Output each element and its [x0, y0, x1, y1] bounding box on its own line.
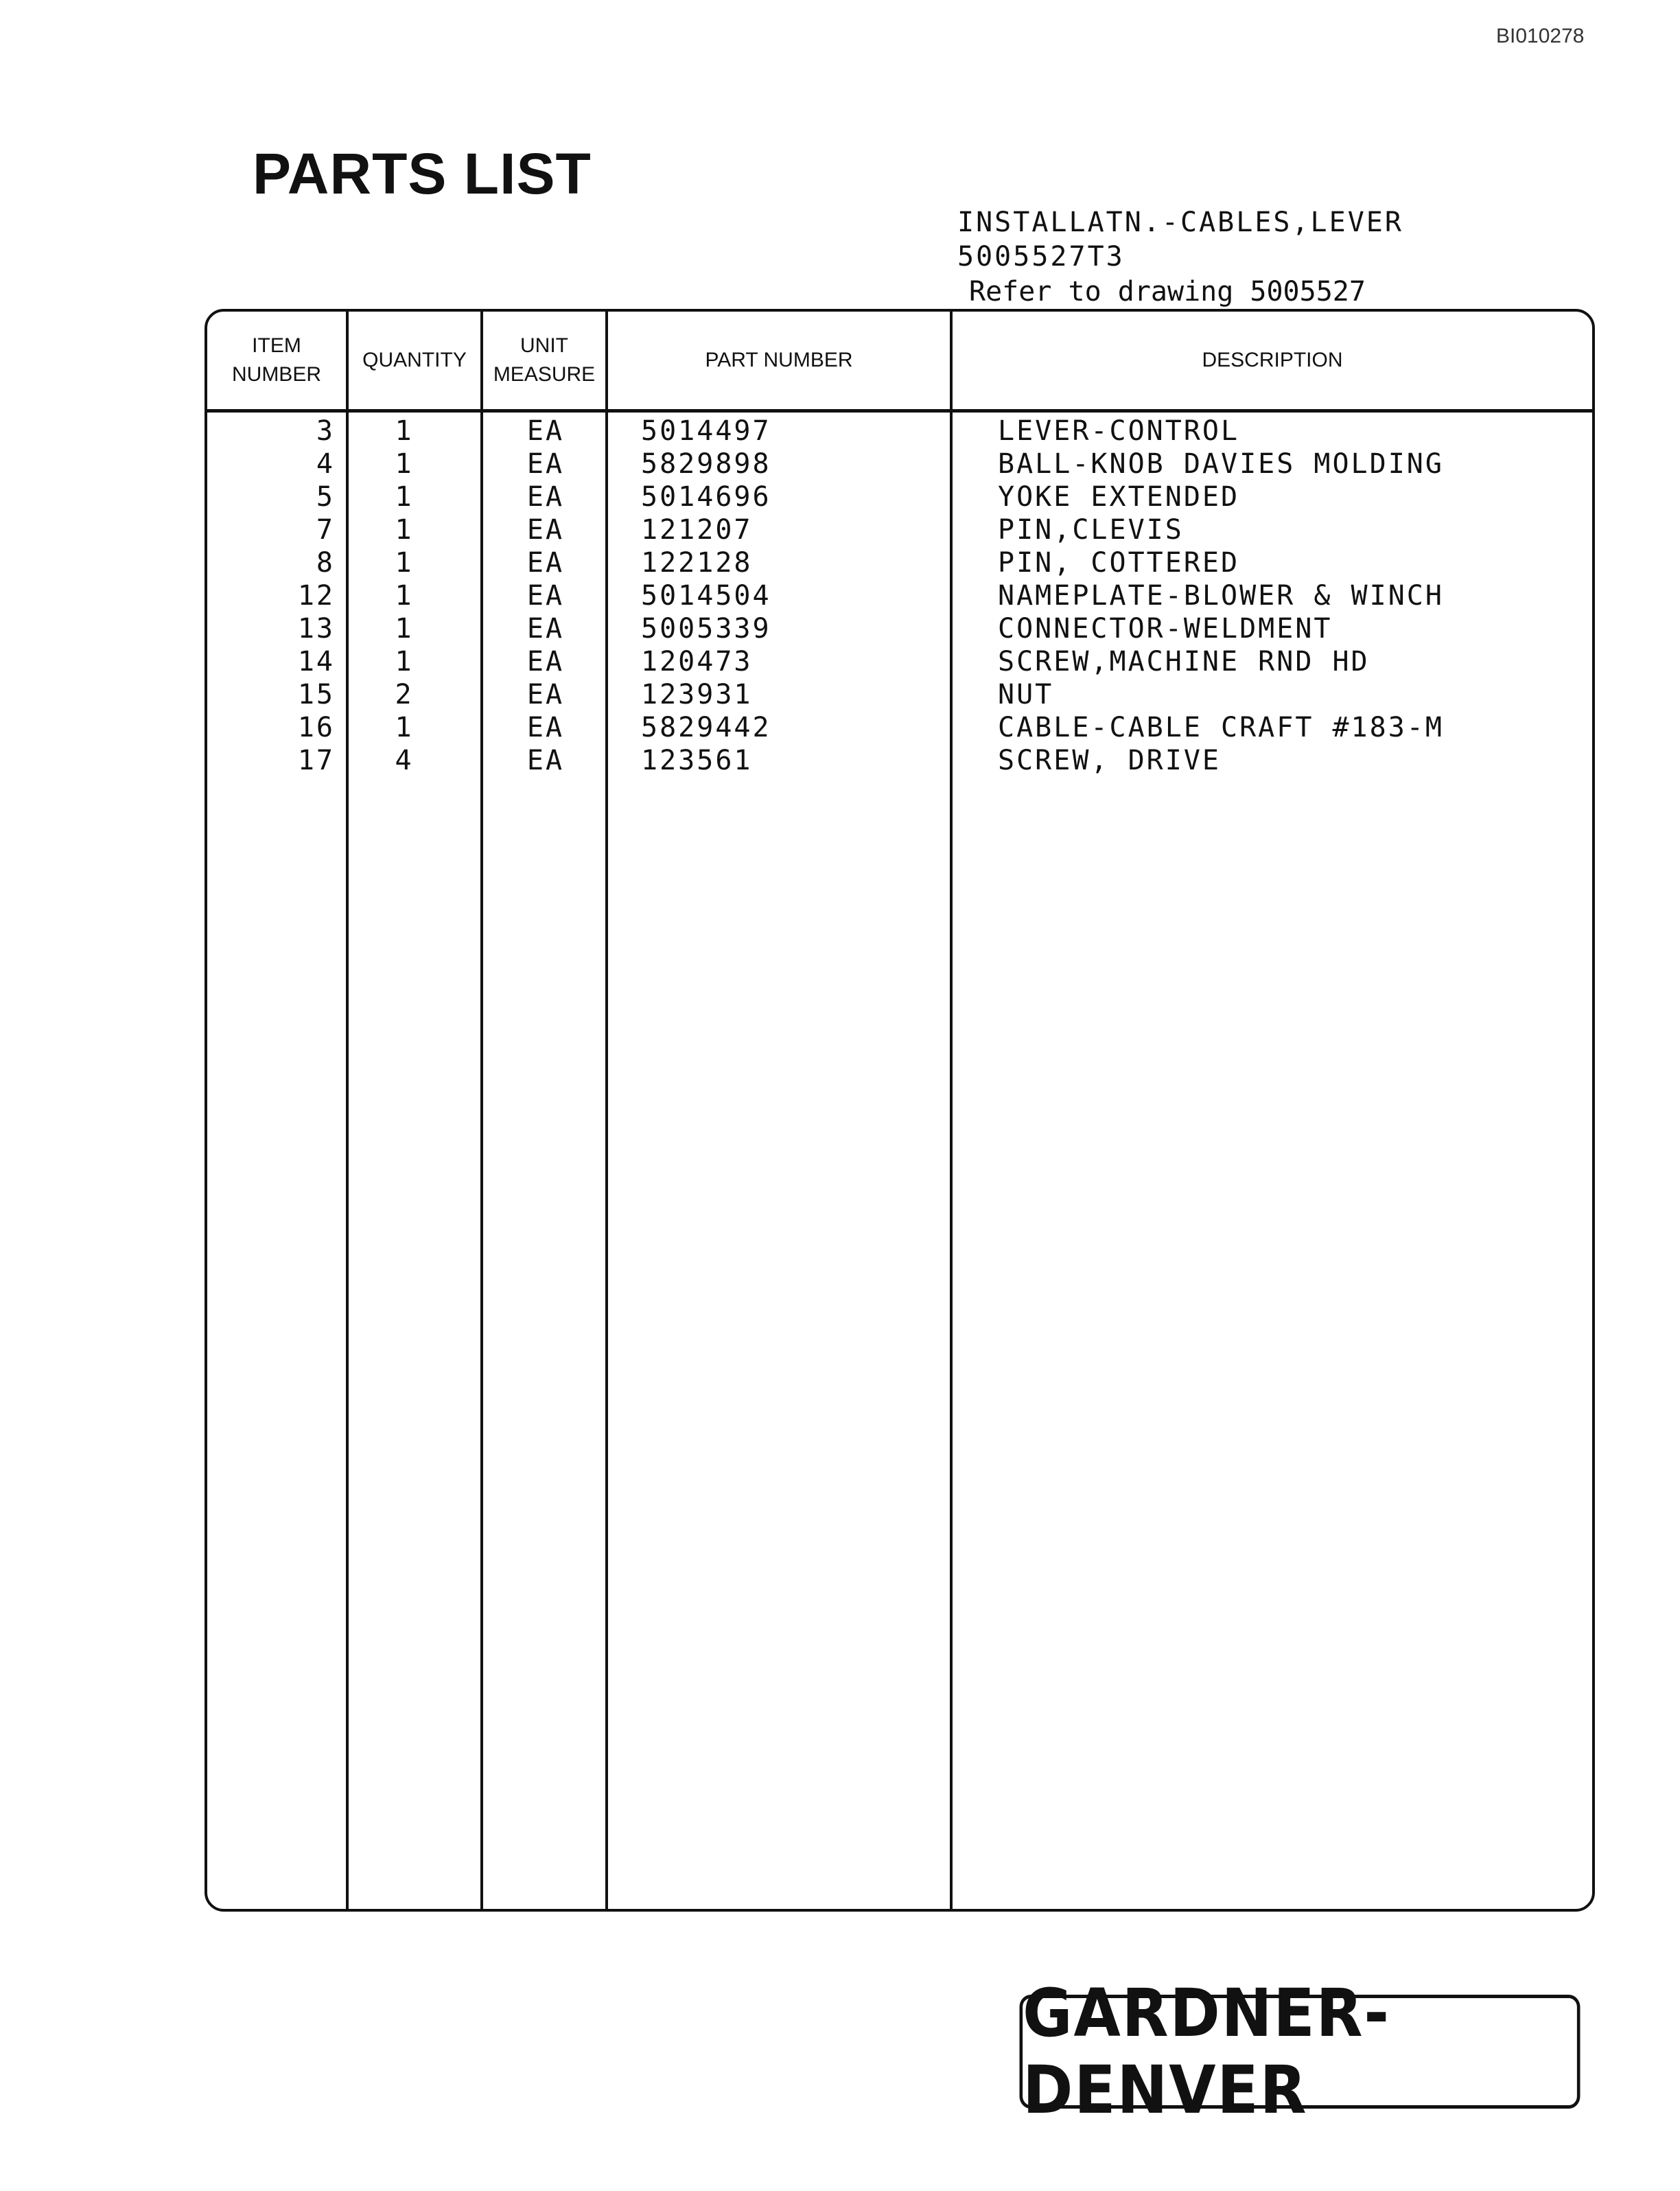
description-cell: NUT — [998, 679, 1054, 710]
quantity-cell: 1 — [395, 448, 414, 480]
part-number-cell: 123561 — [641, 745, 753, 776]
table-row — [207, 448, 1592, 480]
item-number-cell: 4 — [316, 448, 335, 480]
description-cell: CABLE-CABLE CRAFT #183-M — [998, 712, 1444, 743]
part-number-cell: 5014696 — [641, 481, 771, 513]
assembly-name: INSTALLATN.-CABLES,LEVER — [957, 207, 1403, 238]
table-row — [207, 579, 1592, 612]
description-cell: BALL-KNOB DAVIES MOLDING — [998, 448, 1444, 480]
item-number-cell: 14 — [297, 646, 335, 677]
part-number-cell: 5005339 — [641, 613, 771, 645]
unit-measure-cell: EA — [526, 481, 565, 513]
quantity-cell: 1 — [395, 580, 414, 612]
quantity-cell: 1 — [395, 712, 414, 743]
header-unit-measure: UNIT MEASURE — [493, 334, 596, 386]
header-divider — [207, 409, 1592, 413]
quantity-cell: 1 — [395, 613, 414, 645]
unit-measure-cell: EA — [526, 580, 565, 612]
unit-measure-cell: EA — [526, 514, 565, 546]
table-row — [207, 645, 1592, 678]
description-cell: PIN,CLEVIS — [998, 514, 1184, 546]
header-part-number: PART NUMBER — [705, 349, 853, 371]
unit-measure-cell: EA — [526, 745, 565, 776]
unit-measure-cell: EA — [526, 712, 565, 743]
table-row — [207, 612, 1592, 645]
unit-measure-cell: EA — [526, 679, 565, 710]
description-cell: YOKE EXTENDED — [998, 481, 1240, 513]
unit-measure-cell: EA — [526, 547, 565, 579]
header-description: DESCRIPTION — [1202, 349, 1343, 371]
part-number-cell: 5014504 — [641, 580, 771, 612]
parts-table — [205, 309, 1595, 1912]
unit-measure-cell: EA — [526, 613, 565, 645]
part-number-cell: 121207 — [641, 514, 753, 546]
drawing-reference: Refer to drawing 5005527 — [969, 276, 1366, 308]
item-number-cell: 16 — [297, 712, 335, 743]
part-number-cell: 5829442 — [641, 712, 771, 743]
description-cell: SCREW, DRIVE — [998, 745, 1221, 776]
part-number-cell: 123931 — [641, 679, 753, 710]
part-number-cell: 122128 — [641, 547, 753, 579]
part-number-cell: 120473 — [641, 646, 753, 677]
table-row — [207, 711, 1592, 744]
table-row — [207, 546, 1592, 579]
description-cell: SCREW,MACHINE RND HD — [998, 646, 1370, 677]
description-cell: PIN, COTTERED — [998, 547, 1240, 579]
unit-measure-cell: EA — [526, 415, 565, 447]
item-number-cell: 13 — [297, 613, 335, 645]
quantity-cell: 1 — [395, 547, 414, 579]
page-title: PARTS LIST — [253, 141, 592, 206]
document-id: BI010278 — [1496, 25, 1585, 47]
header-item-number: ITEM NUMBER — [231, 334, 321, 386]
quantity-cell: 1 — [395, 646, 414, 677]
quantity-cell: 4 — [395, 745, 414, 776]
description-cell: NAMEPLATE-BLOWER & WINCH — [998, 580, 1444, 612]
header-quantity: QUANTITY — [362, 349, 467, 371]
brand-logo: GARDNER-DENVER — [1020, 1995, 1580, 2109]
quantity-cell: 1 — [395, 415, 414, 447]
table-row — [207, 415, 1592, 448]
table-row — [207, 513, 1592, 546]
table-row — [207, 480, 1592, 513]
item-number-cell: 5 — [316, 481, 335, 513]
quantity-cell: 2 — [395, 679, 414, 710]
assembly-number: 5005527T3 — [957, 241, 1125, 273]
item-number-cell: 17 — [297, 745, 335, 776]
quantity-cell: 1 — [395, 514, 414, 546]
item-number-cell: 15 — [297, 679, 335, 710]
part-number-cell: 5829898 — [641, 448, 771, 480]
unit-measure-cell: EA — [526, 448, 565, 480]
table-row — [207, 744, 1592, 777]
quantity-cell: 1 — [395, 481, 414, 513]
item-number-cell: 12 — [297, 580, 335, 612]
part-number-cell: 5014497 — [641, 415, 771, 447]
item-number-cell: 8 — [316, 547, 335, 579]
item-number-cell: 3 — [316, 415, 335, 447]
unit-measure-cell: EA — [526, 646, 565, 677]
table-row — [207, 678, 1592, 711]
description-cell: CONNECTOR-WELDMENT — [998, 613, 1333, 645]
item-number-cell: 7 — [316, 514, 335, 546]
description-cell: LEVER-CONTROL — [998, 415, 1240, 447]
